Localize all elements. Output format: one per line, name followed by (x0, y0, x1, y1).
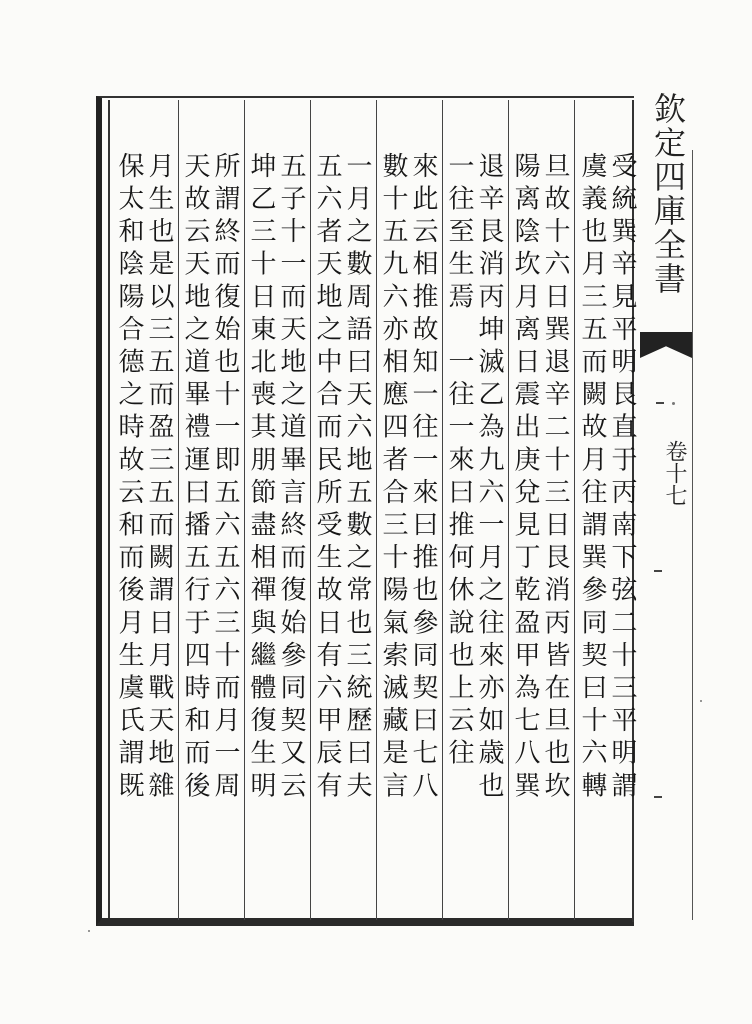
column-text-left-half: 陽离陰坎月离日震出庚兌見丁乾盈甲為七八巽 (510, 152, 540, 804)
juan-number: 卷十七 (662, 440, 687, 506)
text-column-8 (114, 152, 174, 922)
book-title: 欽定四庫全書 (649, 92, 687, 296)
frame-inner-rule (108, 100, 110, 918)
column-text-left-half: 五六者天地之中合而民所受生故日有六甲辰有 (312, 152, 342, 804)
column-text-right-half: 月生也是以三五而盈三五而闕謂日月戰天地雜 (144, 152, 174, 804)
banxin-tick-mark (654, 570, 662, 572)
column-text-right-half: 所謂終而復始也十一即五六五六三十而月一周 (210, 152, 240, 804)
column-text-left-half: 坤乙三十日東北喪其朋節盡相禪與繼體復生明 (246, 152, 276, 804)
text-column-3 (444, 152, 504, 922)
banxin-tick-mark (654, 796, 662, 798)
text-column-5 (312, 152, 372, 922)
column-text-right-half: 來此云相推故知一往一來曰推也參同契曰七八 (408, 152, 438, 804)
column-text-left-half: 虞義也月三五而闕故月往謂巽參同契曰十六轉 (577, 152, 607, 804)
column-text-right-half: 退辛艮消丙坤滅乙為九六一月之往來亦如歳也 (474, 152, 504, 804)
banxin-tick-mark (656, 402, 664, 404)
column-text-right-half: 五子十一而天地之道畢言終而復始參同契又云 (276, 152, 306, 804)
column-rule (310, 100, 311, 920)
column-text-left-half: 天故云天地之道畢禮運曰播五行于四時和而後 (180, 152, 210, 804)
column-text-left-half: 一往至生焉 一往一來曰推何休說也上云往 (444, 152, 474, 772)
scan-speck (700, 700, 702, 702)
banxin-rule (692, 150, 693, 920)
column-rule (376, 100, 377, 920)
column-rule (244, 100, 245, 920)
scan-speck (672, 402, 675, 405)
column-rule (178, 100, 179, 920)
column-rule (508, 100, 509, 920)
column-text-right-half: 旦故十六日巽退辛二十三日艮消丙皆在旦也坎 (540, 152, 570, 804)
column-text-left-half: 數十五九六亦相應四者合三十陽氣索滅藏是言 (378, 152, 408, 804)
column-text-right-half: 一月之數周語曰天六地五數之常也三統歷曰夫 (342, 152, 372, 804)
text-column-4 (378, 152, 438, 922)
column-text-right-half: 受統巽辛見平明艮直于丙南下弦二十三平明謂 (607, 152, 637, 804)
scan-speck (88, 930, 90, 932)
text-column-7 (180, 152, 240, 922)
column-text-left-half: 保太和陰陽合德之時故云和而後月生虞氏謂既 (114, 152, 144, 804)
text-column-2 (510, 152, 570, 922)
column-rule (574, 100, 575, 920)
text-column-1b (577, 152, 637, 922)
column-rule (442, 100, 443, 920)
text-column-6 (246, 152, 306, 922)
